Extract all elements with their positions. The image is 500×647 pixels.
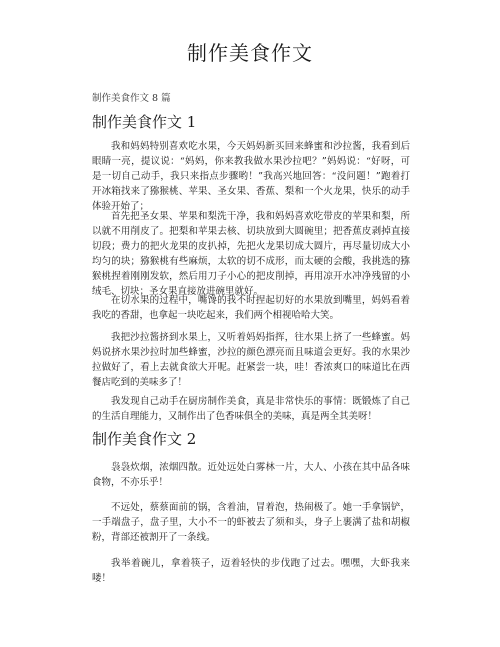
section-heading-1: 制作美食作文 1	[92, 113, 197, 131]
section-2-paragraph-1: 袅袅炊烟，浓烟四散。近处远处白雾林一片，大人、小孩在其中品各味食物，不亦乐乎！	[92, 462, 410, 488]
section-1-paragraph-2: 首先把圣女果、苹果和梨洗干净，我和妈妈喜欢吃带皮的苹果和梨，所以就不用削皮了。把梨和苹果去核、切块放到大圆碗里；把香蕉皮剥掉直接切段；费力的把火龙果的皮扒掉，先把火龙果切成大圆片，再尽量切成大小均匀的块；猕猴桃有些麻烦，太软的切不成形，而太硬的会酸，我挑选的猕猴桃捏着刚刚发软，然后用刀子小心的把皮削掉，再用凉开水冲净残留的小绒毛、切块；圣女果直接放进碗里就好。	[92, 211, 410, 297]
document-subtitle: 制作美食作文 8 篇	[92, 93, 171, 104]
section-1-paragraph-3: 在切水果的过程中，嘴馋的我不时捏起切好的水果放到嘴里，妈妈看着我吃的香甜，也拿起一块吃起来，我们两个相视哈哈大笑。	[92, 295, 410, 321]
section-1-paragraph-5: 我发现自己动手在厨房制作美食，真是非常快乐的事情：既锻炼了自己的生活自理能力，又制作出了色香味俱全的美味，真是两全其美呀！	[92, 396, 410, 422]
section-1-paragraph-4: 我把沙拉酱挤到水果上，又听着妈妈指挥，往水果上挤了一些蜂蜜。妈妈说挤水果沙拉时加些蜂蜜，沙拉的颜色漂亮而且味道会更好。我的水果沙拉做好了，看上去就食欲大开呢。赶紧尝一块，哇！香浓爽口的味道比在西餐店吃到的美味多了！	[92, 332, 410, 388]
section-2-paragraph-2: 不远处，蔡蔡面前的锅，含着油，冒着泡，热闹极了。她一手拿锅铲，一手端盘子，盘子里，大小不一的虾被去了须和头，身子上裹满了盐和胡椒粉，背部还被割开了一条线。	[92, 502, 410, 543]
section-heading-2: 制作美食作文 2	[92, 430, 197, 448]
document-title: 制作美食作文	[187, 41, 313, 65]
section-1-paragraph-1: 我和妈妈特别喜欢吃水果，今天妈妈新买回来蜂蜜和沙拉酱，我看到后眼睛一亮，提议说：“妈妈，你来教我做水果沙拉吧？”妈妈说：“好呀，可是一切自己动手，我只来指点步骤哟！”我高兴地回答：“没问题！”跑着打开冰箱找来了猕猴桃、苹果、圣女果、香蕉、梨和一个火龙果，快乐的动手体验开始了；	[92, 141, 410, 212]
section-2-paragraph-3: 我举着碗儿，拿着筷子，迈着轻快的步伐跑了过去。嘿嘿，大虾我来喽！	[92, 558, 410, 584]
